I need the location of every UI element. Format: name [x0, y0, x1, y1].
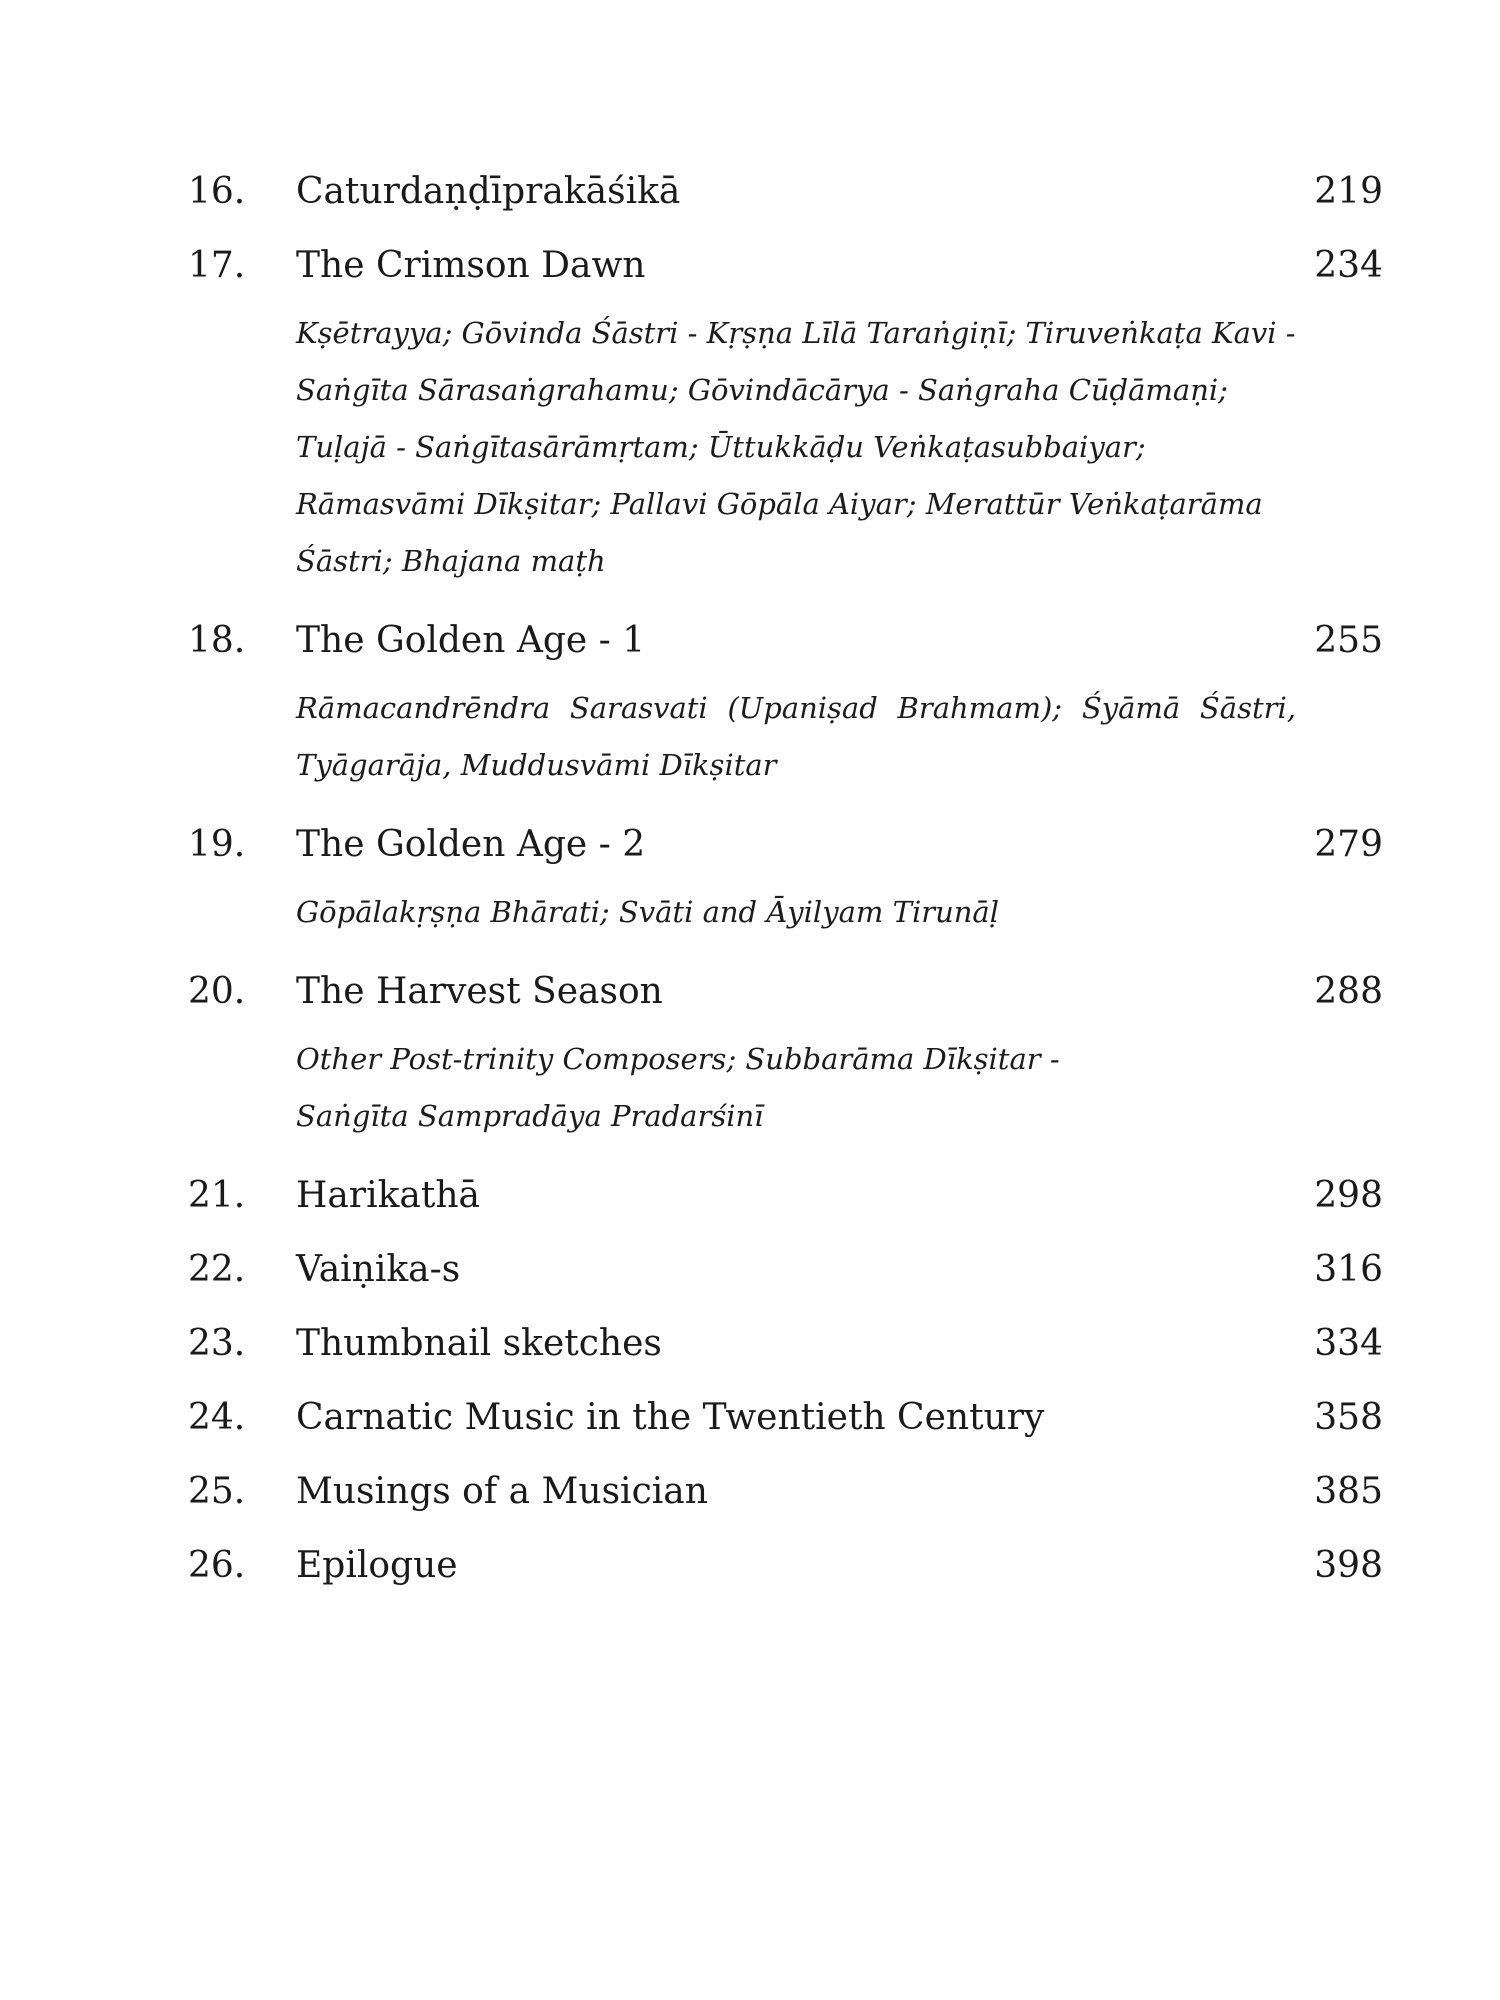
chapter-title: Carnatic Music in the Twentieth Century	[296, 1397, 1045, 1438]
toc-entry-row	[188, 955, 1383, 1029]
page-number: 358	[1314, 1397, 1383, 1438]
chapter-number: 19.	[188, 824, 246, 865]
toc-entry-row	[188, 604, 1383, 678]
page-number: 334	[1314, 1323, 1383, 1364]
toc-entry-22	[188, 1233, 1383, 1307]
toc-entry-row	[188, 1307, 1383, 1381]
chapter-number: 25.	[188, 1471, 246, 1512]
toc-entry-23	[188, 1307, 1383, 1381]
chapter-title: Vaiṇika-s	[296, 1249, 461, 1290]
page-number: 398	[1314, 1545, 1383, 1586]
chapter-title: Musings of a Musician	[296, 1471, 708, 1512]
chapter-subtopics: Gōpālakṛṣṇa Bhārati; Svāti and Āyilyam Tirunāḷ	[296, 895, 999, 929]
toc-entry-18	[188, 604, 1383, 808]
toc-entry-24	[188, 1381, 1383, 1455]
page-number: 234	[1314, 245, 1383, 286]
chapter-number: 23.	[188, 1323, 246, 1364]
toc-entry-row	[188, 229, 1383, 303]
chapter-title: Caturdaṇḍīprakāśikā	[296, 171, 681, 212]
chapter-subtopics: Other Post-trinity Composers; Subbarāma Dīkṣitar - Saṅgīta Sampradāya Pradarśinī	[296, 1042, 1060, 1133]
chapter-number: 17.	[188, 245, 246, 286]
chapter-number: 20.	[188, 971, 246, 1012]
toc-entry-row	[188, 1233, 1383, 1307]
chapter-subtopics: Rāmacandrēndra Sarasvati (Upaniṣad Brahmam); Śyāmā Śāstri, Tyāgarāja, Muddusvāmi Dīkṣitar	[296, 691, 1296, 782]
chapter-title: Epilogue	[296, 1545, 458, 1586]
toc-entry-16	[188, 155, 1383, 229]
chapter-number: 22.	[188, 1249, 246, 1290]
page-number: 288	[1314, 971, 1383, 1012]
page-number: 385	[1314, 1471, 1383, 1512]
chapter-number: 18.	[188, 620, 246, 661]
chapter-subtopics: Kṣētrayya; Gōvinda Śāstri - Kṛṣṇa Līlā Taraṅgiṇī; Tiruveṅkaṭa Kavi - Saṅgīta Sārasaṅgrahamu; Gōvindācārya - Saṅgraha Cūḍāmaṇi; Tuḷajā - Saṅgītasārāmṛtam; Ūttukkāḍu Veṅkaṭasubbaiyar; Rāmasvāmi Dīkṣitar; Pallavi Gōpāla Aiyar; Merattūr Veṅkaṭarāma Śāstri; Bhajana maṭh	[296, 316, 1296, 578]
toc-entry-row	[188, 1455, 1383, 1529]
toc-entry-row	[188, 1159, 1383, 1233]
chapter-number: 26.	[188, 1545, 246, 1586]
chapter-number: 16.	[188, 171, 246, 212]
toc-entry-17	[188, 229, 1383, 604]
toc-entry-row	[188, 155, 1383, 229]
toc-entry-row	[188, 808, 1383, 882]
toc-entry-26	[188, 1529, 1383, 1603]
toc-entry-20	[188, 955, 1383, 1159]
chapter-title: Harikathā	[296, 1175, 480, 1216]
page-number: 255	[1314, 620, 1383, 661]
page-number: 219	[1314, 171, 1383, 212]
toc-entry-row	[188, 1529, 1383, 1603]
chapter-title: The Harvest Season	[296, 971, 663, 1012]
page-number: 279	[1314, 824, 1383, 865]
chapter-number: 21.	[188, 1175, 246, 1216]
toc-entry-25	[188, 1455, 1383, 1529]
chapter-title: The Golden Age - 2	[296, 824, 646, 865]
page-number: 316	[1314, 1249, 1383, 1290]
toc-entry-row	[188, 1381, 1383, 1455]
table-of-contents	[188, 155, 1383, 1603]
chapter-title: The Golden Age - 1	[296, 620, 646, 661]
chapter-title: The Crimson Dawn	[296, 245, 646, 286]
toc-entry-21	[188, 1159, 1383, 1233]
chapter-title: Thumbnail sketches	[296, 1323, 662, 1364]
chapter-number: 24.	[188, 1397, 246, 1438]
toc-entry-19	[188, 808, 1383, 955]
page-number: 298	[1314, 1175, 1383, 1216]
